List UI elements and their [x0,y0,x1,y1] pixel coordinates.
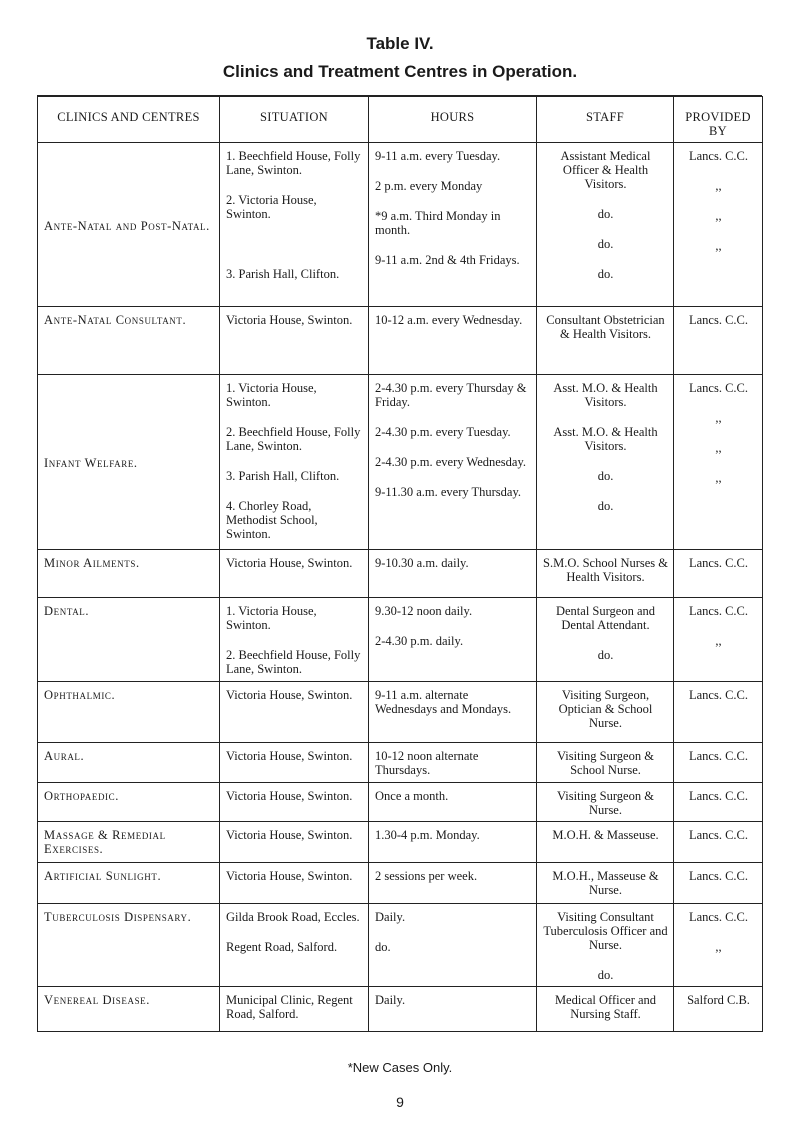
clinics-table [37,96,763,1032]
cell-provided-by [674,307,763,375]
cell-hours [369,904,537,987]
cell-hours [369,375,537,550]
cell-situation [220,375,369,550]
cell-situation [220,863,369,904]
staff-entry: do. [597,267,614,281]
cell-situation [220,682,369,743]
hours-entry: 2-4.30 p.m. every Wednesday. [375,455,527,469]
provided-by-entry: ,, [715,471,722,485]
cell-staff [537,143,674,307]
footnote: *New Cases Only. [347,1060,453,1075]
situation-entry: Victoria House, Swinton. [226,313,353,327]
hours-entry: 2-4.30 p.m. every Tuesday. [375,425,511,439]
cell-hours [369,987,537,1032]
situation-entry: 4. Chorley Road, Methodist School, Swinton. [226,499,318,541]
cell-situation [220,550,369,598]
cell-staff [537,743,674,783]
situation-entry: Municipal Clinic, Regent Road, Salford. [226,993,353,1021]
situation-entry: Victoria House, Swinton. [226,688,353,702]
provided-by-entry: Salford C.B. [687,993,750,1007]
cell-provided-by [674,987,763,1032]
cell-staff [537,550,674,598]
cell-clinic-category: Massage & Remedial Exercises. [38,822,220,863]
provided-by-entry: Lancs. C.C. [688,313,749,327]
hours-entry: 10-12 a.m. every Wednesday. [375,313,523,327]
situation-entry: 1. Victoria House, Swinton. [226,604,317,632]
table-row [38,783,763,822]
hours-entry: 2 p.m. every Monday [375,179,483,193]
provided-by-entry: ,, [715,634,722,648]
cell-situation [220,598,369,682]
staff-entry: Visiting Surgeon, Optician & School Nurse. [558,688,653,730]
cell-provided-by [674,822,763,863]
cell-clinic-category: Ante-Natal and Post-Natal. [38,143,220,307]
hours-entry: do. [375,940,391,954]
cell-situation [220,904,369,987]
hours-entry: 10-12 noon alternate Thursdays. [375,749,479,777]
cell-hours [369,682,537,743]
cell-provided-by [674,743,763,783]
cell-clinic-category: Minor Ailments. [38,550,220,598]
cell-clinic-category: Artificial Sunlight. [38,863,220,904]
situation-entry: 2. Victoria House, Swinton. [226,193,317,221]
cell-hours [369,783,537,822]
cell-staff [537,682,674,743]
table-row [38,863,763,904]
cell-staff [537,375,674,550]
provided-by-entry: ,, [715,441,722,455]
staff-entry: S.M.O. School Nurses & Health Visitors. [543,556,669,584]
provided-by-entry: ,, [715,940,722,954]
situation-entry: Victoria House, Swinton. [226,828,353,842]
hours-entry: Daily. [375,910,406,924]
cell-hours [369,822,537,863]
staff-entry: Visiting Surgeon & Nurse. [557,789,654,817]
hours-entry: 2-4.30 p.m. every Thursday & Friday. [375,381,527,409]
cell-clinic-category: Tuberculosis Dispensary. [38,904,220,987]
cell-staff [537,904,674,987]
provided-by-entry: ,, [715,209,722,223]
table-row [38,375,763,550]
cell-provided-by [674,550,763,598]
staff-entry: M.O.H. & Masseuse. [552,828,659,842]
cell-situation [220,743,369,783]
hours-entry: 2 sessions per week. [375,869,478,883]
cell-situation [220,783,369,822]
hours-entry: 9.30-12 noon daily. [375,604,473,618]
situation-entry: 2. Beechfield House, Folly Lane, Swinton. [226,648,361,676]
cell-hours [369,863,537,904]
hours-entry: 9-11 a.m. alternate Wednesdays and Mondays. [375,688,512,716]
provided-by-entry: ,, [715,239,722,253]
table-row [38,822,763,863]
cell-staff [537,783,674,822]
table-title: Table IV. [366,34,434,53]
provided-by-entry: ,, [715,411,722,425]
situation-entry: 2. Beechfield House, Folly Lane, Swinton. [226,425,361,453]
cell-clinic-category: Infant Welfare. [38,375,220,550]
cell-clinic-category: Ophthalmic. [38,682,220,743]
staff-entry: do. [597,499,614,513]
table-row [38,143,763,307]
staff-entry: Visiting Surgeon & School Nurse. [557,749,654,777]
provided-by-entry: Lancs. C.C. [688,749,749,763]
table-row [38,682,763,743]
table-row [38,307,763,375]
provided-by-entry: Lancs. C.C. [688,869,749,883]
cell-hours [369,550,537,598]
cell-hours [369,743,537,783]
table-row [38,550,763,598]
provided-by-entry: Lancs. C.C. [688,381,749,395]
cell-clinic-category: Dental. [38,598,220,682]
cell-clinic-category: Venereal Disease. [38,987,220,1032]
hours-entry: Once a month. [375,789,449,803]
table-row [38,987,763,1032]
situation-entry: Gilda Brook Road, Eccles. [226,910,360,924]
cell-staff [537,307,674,375]
staff-entry: do. [597,469,614,483]
staff-entry: Visiting Consultant Tuberculosis Officer and Nurse. [543,910,668,952]
situation-entry: Regent Road, Salford. [226,940,338,954]
situation-entry [226,237,363,251]
table-body [38,143,763,1032]
staff-entry: Medical Officer and Nursing Staff. [554,993,657,1021]
provided-by-entry: ,, [715,179,722,193]
hours-entry: Daily. [375,993,406,1007]
situation-entry: 3. Parish Hall, Clifton. [226,267,340,281]
cell-staff [537,987,674,1032]
cell-clinic-category: Aural. [38,743,220,783]
table-row [38,598,763,682]
provided-by-entry: Lancs. C.C. [688,828,749,842]
table-row [38,743,763,783]
page-number: 9 [396,1094,404,1110]
column-header-hours: HOURS [369,97,537,143]
column-header-clinics: CLINICS AND CENTRES [38,97,220,143]
cell-staff [537,822,674,863]
situation-entry: 1. Victoria House, Swinton. [226,381,317,409]
cell-provided-by [674,863,763,904]
hours-entry: 2-4.30 p.m. daily. [375,634,464,648]
staff-entry: do. [597,968,614,982]
cell-hours [369,598,537,682]
provided-by-entry: Lancs. C.C. [688,556,749,570]
cell-provided-by [674,682,763,743]
staff-entry: Asst. M.O. & Health Visitors. [553,425,658,453]
cell-provided-by [674,783,763,822]
cell-clinic-category: Ante-Natal Consultant. [38,307,220,375]
hours-entry: 9-10.30 a.m. daily. [375,556,469,570]
situation-entry: Victoria House, Swinton. [226,869,353,883]
cell-situation [220,822,369,863]
cell-clinic-category: Orthopaedic. [38,783,220,822]
cell-provided-by [674,904,763,987]
staff-entry: Consultant Obstetrician & Health Visitors. [546,313,665,341]
cell-situation [220,307,369,375]
column-header-staff: STAFF [537,97,674,143]
hours-entry: 9-11 a.m. 2nd & 4th Fridays. [375,253,520,267]
column-header-situation: SITUATION [220,97,369,143]
staff-entry: do. [597,237,614,251]
staff-entry: Dental Surgeon and Dental Attendant. [555,604,656,632]
table-row [38,904,763,987]
situation-entry: Victoria House, Swinton. [226,789,353,803]
cell-staff [537,863,674,904]
situation-entry: Victoria House, Swinton. [226,749,353,763]
cell-provided-by [674,598,763,682]
hours-entry: 1.30-4 p.m. Monday. [375,828,480,842]
staff-entry: do. [597,648,614,662]
provided-by-entry: Lancs. C.C. [688,688,749,702]
provided-by-entry: Lancs. C.C. [688,789,749,803]
table-subtitle: Clinics and Treatment Centres in Operation. [222,62,578,81]
staff-entry: Asst. M.O. & Health Visitors. [553,381,658,409]
cell-situation [220,987,369,1032]
cell-provided-by [674,143,763,307]
cell-hours [369,143,537,307]
cell-hours [369,307,537,375]
table-header-row [38,97,763,143]
situation-entry: Victoria House, Swinton. [226,556,353,570]
column-header-provided-by: PROVIDED BY [674,97,763,143]
situation-entry: 1. Beechfield House, Folly Lane, Swinton. [226,149,361,177]
situation-entry: 3. Parish Hall, Clifton. [226,469,340,483]
cell-situation [220,143,369,307]
provided-by-entry: Lancs. C.C. [688,604,749,618]
cell-provided-by [674,375,763,550]
staff-entry: Assistant Medical Officer & Health Visitors. [560,149,651,191]
staff-entry: do. [597,207,614,221]
hours-entry: 9-11.30 a.m. every Thursday. [375,485,522,499]
provided-by-entry: Lancs. C.C. [688,910,749,924]
cell-staff [537,598,674,682]
hours-entry: 9-11 a.m. every Tuesday. [375,149,501,163]
hours-entry: *9 a.m. Third Monday in month. [375,209,501,237]
provided-by-entry: Lancs. C.C. [688,149,749,163]
staff-entry: M.O.H., Masseuse & Nurse. [552,869,659,897]
